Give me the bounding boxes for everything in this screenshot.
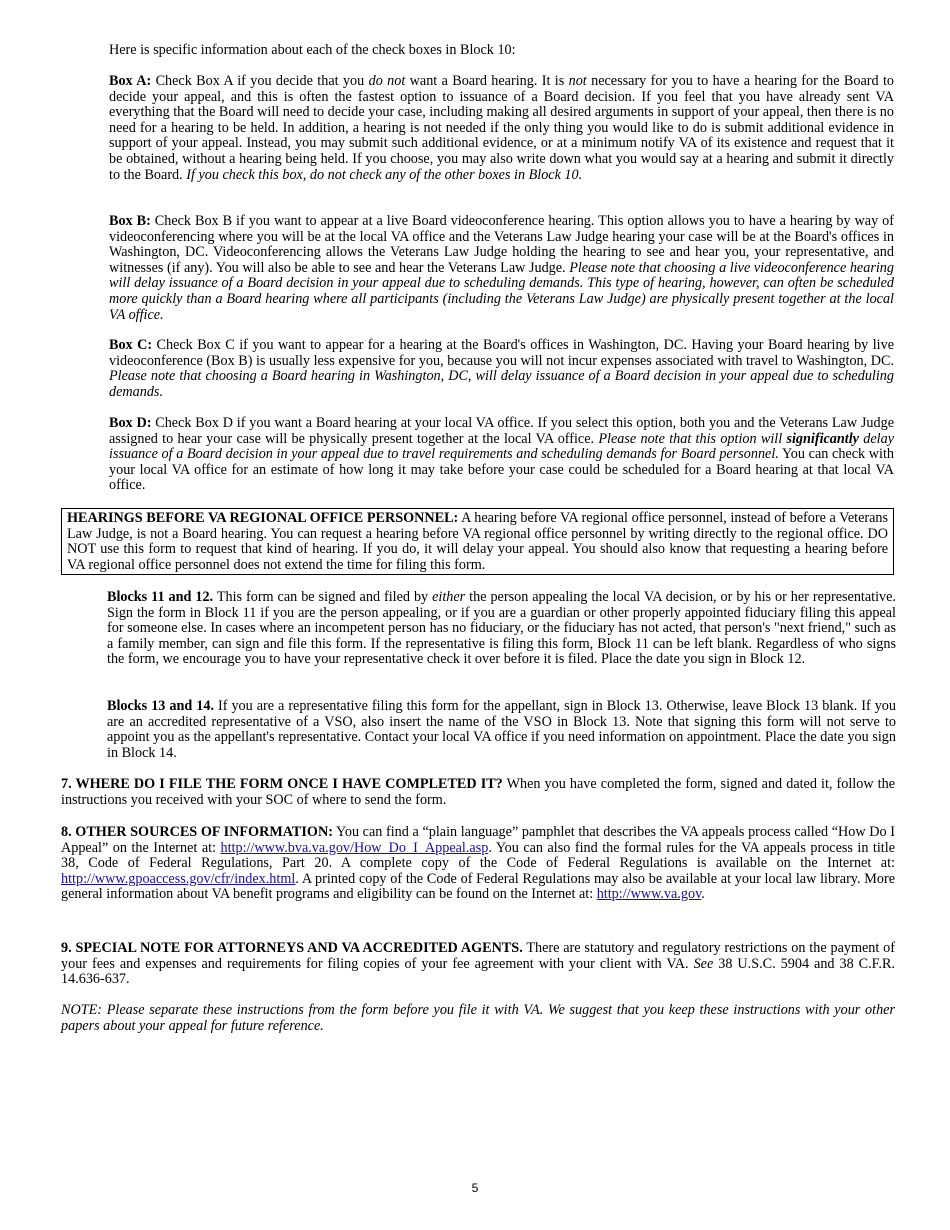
- section-9-paragraph: [61, 941, 895, 988]
- hearings-notice-box: [61, 508, 894, 575]
- section-8-paragraph: [61, 825, 895, 903]
- box-b-text-1: Check Box B if you want to appear at a live Board videoconference hearing. This option allows you to have a hearing by way of videoconferencing where you will be at the local VA office and the Veterans Law Judge hearing your case will be at the Board's offices in Washington, DC. Videoconferencing allows the Veterans Law Judge holding the hearing to see and hear you, your representative, and witnesses (if any). You will also be able to see and hear the Veterans Law Judge.: [109, 213, 894, 276]
- box-d-text-1: Check Box D if you want a Board hearing at your local VA office. If you select this option, both you and the Veterans Law Judge assigned to hear your case will be physically present together at the local VA office.: [109, 415, 894, 447]
- final-note-text: NOTE: Please separate these instructions from the form before you file it with VA. We suggest that you keep these instructions with your other papers about your appeal for future reference.: [61, 1002, 895, 1034]
- box-a-text-3: necessary for you to have a hearing for the Board to decide your appeal, and this is often the fastest option to issuance of a Board decision. If you feel that you have already sent VA everything that the Board will need to decide your case, including making all desired arguments in support of your appeal, then there is no need for a hearing to be held. In addition, a hearing is not needed if the only thing you would like to do is submit additional evidence in support of your appeal. Instead, you may submit such additional evidence, or at a minimum notify VA of its existence and request that it be obtained, without a hearing being held. If you choose, you may also write down what you would say at a hearing and submit it directly to the Board.: [109, 73, 894, 183]
- section-8-text-1: You can find a “plain language” pamphlet that describes the VA appeals process called “How Do I Appeal” on the Internet at:: [61, 824, 895, 856]
- section-8-text-4: .: [701, 886, 705, 903]
- section-7-heading: 7. WHERE DO I FILE THE FORM ONCE I HAVE COMPLETED IT?: [61, 776, 503, 792]
- blocks-11-12-text-2: the person appealing the local VA decision, or by his or her representative. Sign the form in Block 11 if you are the person appealing, or if you are a guardian or other properly appointed fiduciary filing this appeal for someone else. In cases where an incompetent person has no fiduciary, or the fiduciary has not acted, that person's "next friend," such as a family member, can sign and file this form. If the representative is filing this form, Block 11 can be left blank. Regardless of who signs the form, we encourage you to have your representative check it over before it is filed. Place the date you sign in Block 12.: [107, 589, 896, 668]
- box-a-text-2: want a Board hearing. It is: [405, 73, 569, 89]
- gpo-cfr-link[interactable]: http://www.gpoaccess.gov/cfr/index.html: [61, 870, 296, 887]
- section-8-text-2: . You can also find the formal rules for the VA appeals process in title 38, Code of Federal Regulations, Part 20. A complete copy of the Code of Federal Regulations is available on the Internet at:: [61, 839, 895, 872]
- box-a-emph-3: If you check this box, do not check any of the other boxes in Block 10.: [186, 166, 583, 183]
- box-a-emph-1: do not: [368, 73, 406, 89]
- block10-intro: Here is specific information about each of the check boxes in Block 10:: [109, 42, 516, 58]
- box-c-paragraph: [109, 338, 894, 400]
- blocks-11-12-label: Blocks 11 and 12.: [107, 589, 214, 605]
- blocks-13-14-text: If you are a representative filing this form for the appellant, sign in Block 13. Otherwise, leave Block 13 blank. If you are an accredited representative of a VSO, also insert the name of the VSO in Block 13. Note that signing this form will not serve to appoint you as the appellant's representative. Contact your local VA office if you need information on appointment. Place the date you sign in Block 14.: [107, 698, 896, 761]
- section-9-emph: See: [693, 955, 714, 972]
- blocks-11-12-emph: either: [432, 589, 466, 605]
- bva-appeal-link[interactable]: http://www.bva.va.gov/How_Do_I_Appeal.asp: [220, 839, 489, 856]
- box-d-emph-bold: significantly: [786, 430, 859, 447]
- box-c-label: Box C:: [109, 337, 153, 353]
- box-d-text-2: You can check with your local VA office for an estimate of how long it may take before your case could be scheduled for a Board hearing at that local VA office.: [109, 446, 894, 494]
- box-a-emph-2: not: [568, 73, 587, 89]
- section-9-text-2: 38 U.S.C. 5904 and 38 C.F.R. 14.636-637.: [61, 955, 895, 988]
- hearings-notice-label: HEARINGS BEFORE VA REGIONAL OFFICE PERSONNEL:: [67, 510, 459, 526]
- box-b-paragraph: [109, 214, 894, 323]
- final-note: [61, 1003, 895, 1034]
- box-d-label: Box D:: [109, 415, 152, 431]
- box-c-emph-1: Please note that choosing a Board hearing in Washington, DC, will delay issuance of a Board decision in your appeal due to scheduling demands.: [109, 368, 894, 400]
- box-b-label: Box B:: [109, 213, 151, 229]
- hearings-notice-text: A hearing before VA regional office personnel, instead of before a Veterans Law Judge, is not a Board hearing. You can request a hearing before VA regional office personnel by writing directly to the regional office. DO NOT use this form to request that kind of hearing. If you do, it will delay your appeal. You should also know that requesting a hearing before VA regional office personnel does not extend the time for filing this form.: [67, 510, 889, 573]
- box-c-text-1: Check Box C if you want to appear for a hearing at the Board's offices in Washington, DC. Having your Board hearing by live videoconference (Box B) is usually less expensive for you, because you will not incur expenses associated with travel to Washington, DC.: [109, 337, 894, 369]
- blocks-13-14-paragraph: [107, 699, 896, 761]
- blocks-11-12-paragraph: [107, 590, 896, 668]
- box-d-emph-2: delay issuance of a Board decision in your appeal due to travel requirements and scheduling demands for Board personnel.: [109, 430, 894, 463]
- section-7-text: When you have completed the form, signed and dated it, follow the instructions you received with your SOC of where to send the form.: [61, 776, 895, 808]
- section-9-heading: 9. SPECIAL NOTE FOR ATTORNEYS AND VA ACCREDITED AGENTS.: [61, 940, 523, 956]
- box-b-emph-1: Please note that choosing a live videoconference hearing will delay issuance of a Board decision in your appeal due to scheduling demands. This type of hearing, however, can often be scheduled more quickly than a Board hearing where all participants (including the Veterans Law Judge) are physically present together at the local VA office.: [109, 259, 894, 323]
- blocks-11-12-text-1: This form can be signed and filed by: [213, 589, 433, 605]
- box-a-label: Box A:: [109, 73, 152, 89]
- section-7-paragraph: [61, 777, 895, 808]
- box-d-emph-1: Please note that this option will: [598, 430, 787, 447]
- section-8-heading: 8. OTHER SOURCES OF INFORMATION:: [61, 824, 333, 840]
- page-number: 5: [471, 1181, 479, 1195]
- box-a-paragraph: [109, 74, 894, 183]
- blocks-13-14-label: Blocks 13 and 14.: [107, 698, 214, 714]
- section-9-text-1: There are statutory and regulatory restrictions on the payment of your fees and expenses and requirements for filing copies of your fee agreement with your client with VA.: [61, 940, 895, 972]
- box-d-paragraph: [109, 416, 894, 494]
- section-8-text-3: . A printed copy of the Code of Federal Regulations may also be available at your local law library. More general information about VA benefit programs and eligibility can be found on the Internet at:: [61, 870, 895, 903]
- va-gov-link[interactable]: http://www.va.gov: [596, 886, 702, 903]
- box-a-text-1: Check Box A if you decide that you: [151, 73, 369, 89]
